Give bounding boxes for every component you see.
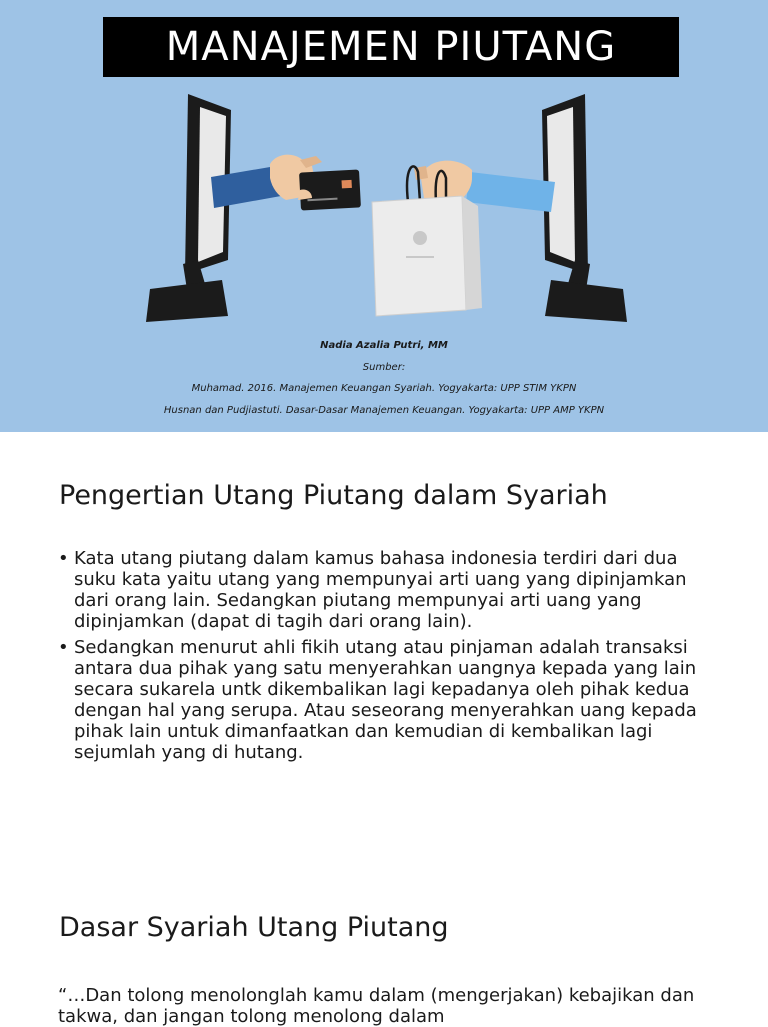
bullet-item: • Kata utang piutang dalam kamus bahasa indonesia terdiri dari dua suku kata yaitu utang yang mempunyai arti uang yang dipinjamkan dari orang lain. Sedangkan piutang mempunyai arti uang yang dipinjamkan (dapat di tagih dari orang lain).	[58, 548, 718, 632]
illustration	[0, 84, 768, 330]
source-label: Sumber:	[362, 362, 406, 373]
section-heading: Pengertian Utang Piutang dalam Syariah	[59, 480, 608, 511]
slide-title: MANAJEMEN PIUTANG	[165, 24, 617, 70]
bullet-list	[58, 548, 718, 768]
content-slide	[0, 432, 768, 1027]
bullet-item: • Sedangkan menurut ahli fikih utang atau pinjaman adalah transaksi antara dua pihak yang satu menyerahkan uangnya kepada yang lain secara sukarela untk dikembalikan lagi kepadanya oleh pihak kedua dengan hal yang serupa. Atau seseorang menyerahkan uang kepada pihak lain untuk dimanfaatkan dan kemudian di kembalikan lagi sejumlah yang di hutang.	[58, 637, 718, 763]
section-heading-2: Dasar Syariah Utang Piutang	[59, 912, 449, 943]
reference-item: Muhamad. 2016. Manajemen Keuangan Syariah. Yogyakarta: UPP STIM YKPN	[191, 383, 577, 394]
reference-item: Husnan dan Pudjiastuti. Dasar-Dasar Manajemen Keuangan. Yogyakarta: UPP AMP YKPN	[163, 405, 605, 416]
hand-with-card-icon	[211, 155, 361, 211]
quote-text: “…Dan tolong menolonglah kamu dalam (mengerjakan) kebajikan dan takwa, dan jangan tolong menolong dalam	[58, 985, 695, 1027]
monitor-icon	[146, 94, 231, 322]
author-name: Nadia Azalia Putri, MM	[320, 340, 448, 351]
title-bar	[103, 17, 679, 77]
title-slide	[0, 0, 768, 432]
monitor-icon	[542, 94, 627, 322]
